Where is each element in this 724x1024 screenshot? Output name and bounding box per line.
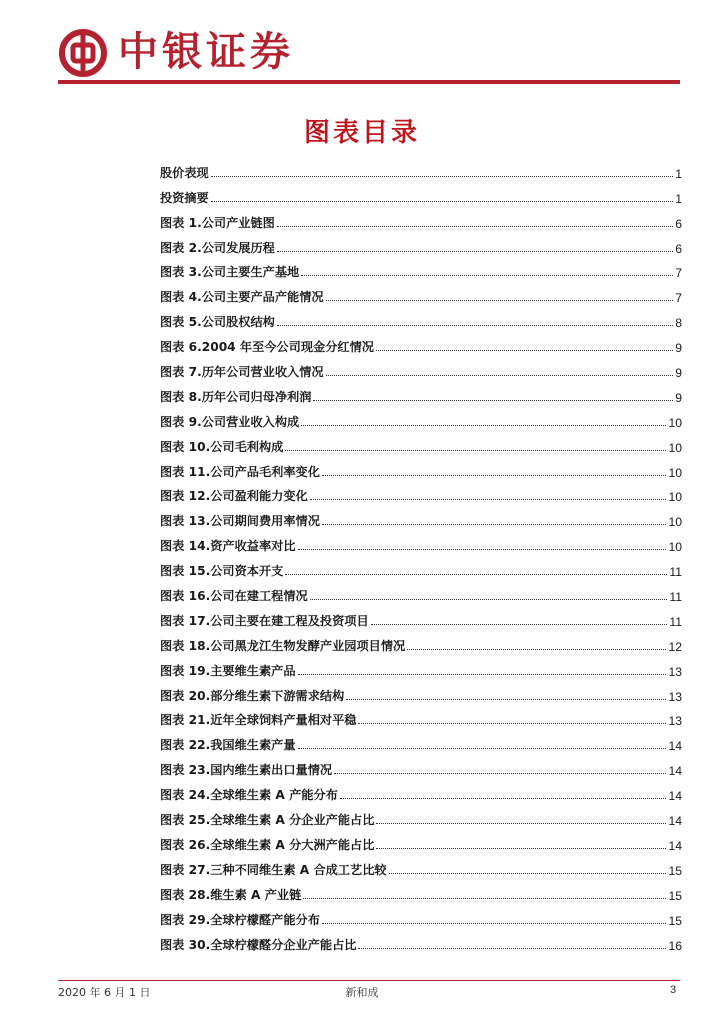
page-title: 图表目录: [303, 118, 420, 148]
toc-entry-page: 10: [668, 415, 682, 430]
toc-dot-leader: [303, 897, 666, 899]
header-divider: [58, 80, 680, 84]
toc-entry[interactable]: [160, 704, 682, 729]
toc-dot-leader: [285, 449, 666, 451]
toc-dot-leader: [277, 324, 673, 326]
toc-entry-page: 10: [668, 465, 682, 480]
toc-entry-page: 10: [668, 440, 682, 455]
toc-entry[interactable]: [160, 280, 682, 305]
toc-entry-label: 图表 11.公司产品毛利率变化: [160, 464, 320, 479]
footer-company: 新和成: [345, 986, 379, 999]
toc-entry-label: 图表 15.公司资本开支: [160, 564, 284, 579]
toc-entry-label: 图表 28.维生素 A 产业链: [160, 887, 302, 902]
toc-dot-leader: [301, 424, 666, 426]
toc-entry-page: 14: [668, 789, 682, 804]
toc-entry-label: 图表 9.公司营业收入构成: [160, 414, 300, 429]
toc-entry-label: 图表 14.资产收益率对比: [160, 539, 296, 554]
toc-entry-label: 图表 16.公司在建工程情况: [160, 589, 308, 604]
toc-entry-label: 图表 20.部分维生素下游需求结构: [160, 688, 345, 703]
toc-entry-label: 图表 13.公司期间费用率情况: [160, 514, 320, 529]
toc-entry-page: 14: [668, 838, 682, 853]
toc-dot-leader: [340, 797, 667, 799]
toc-dot-leader: [310, 598, 668, 600]
toc-entry-page: 8: [675, 316, 682, 331]
toc-dot-leader: [298, 548, 667, 550]
toc-dot-leader: [334, 772, 666, 774]
toc-entry-label: 图表 17.公司主要在建工程及投资项目: [160, 613, 369, 628]
toc-entry-page: 9: [675, 341, 682, 356]
toc-entry-label: 图表 26.全球维生素 A 分大洲产能占比: [160, 837, 375, 852]
toc-entry-label: 图表 21.近年全球饲料产量相对平稳: [160, 713, 357, 728]
toc-entry[interactable]: [160, 928, 682, 953]
toc-entry-page: 10: [668, 540, 682, 555]
toc-entry[interactable]: [160, 330, 682, 355]
toc-entry[interactable]: [160, 728, 682, 753]
toc-entry[interactable]: [160, 554, 682, 579]
toc-entry[interactable]: [160, 256, 682, 281]
brand-name: 中银证券: [118, 28, 294, 75]
toc-entry-label: 图表 2.公司发展历程: [160, 240, 275, 255]
toc-entry-label: 图表 3.公司主要生产基地: [160, 265, 300, 280]
toc-entry-page: 1: [675, 166, 682, 181]
toc-entry-label: 图表 19.主要维生素产品: [160, 663, 296, 678]
toc-entry-page: 6: [675, 241, 682, 256]
toc-entry-label: 图表 1.公司产业链图: [160, 215, 275, 230]
toc-entry[interactable]: [160, 529, 682, 554]
toc-dot-leader: [211, 175, 673, 177]
footer-date: 2020 年 6 月 1 日: [58, 986, 151, 999]
toc-entry[interactable]: [160, 156, 682, 181]
toc-entry-label: 图表 30.全球柠檬醛分企业产能占比: [160, 937, 357, 952]
toc-entry-page: 13: [668, 689, 682, 704]
toc-entry-page: 13: [668, 714, 682, 729]
toc-dot-leader: [322, 474, 667, 476]
toc-entry-page: 7: [675, 266, 682, 281]
toc-dot-leader: [277, 225, 673, 227]
toc-dot-leader: [298, 673, 667, 675]
toc-entry-label: 图表 10.公司毛利构成: [160, 439, 284, 454]
toc-entry-page: 1: [675, 191, 682, 206]
toc-dot-leader: [389, 872, 667, 874]
toc-entry-page: 11: [669, 565, 682, 580]
toc-dot-leader: [285, 573, 667, 575]
toc-entry[interactable]: [160, 380, 682, 405]
toc-entry-page: 10: [668, 515, 682, 530]
toc-dot-leader: [310, 498, 667, 500]
toc-dot-leader: [326, 374, 674, 376]
toc-dot-leader: [322, 922, 667, 924]
toc-dot-leader: [346, 698, 666, 700]
toc-entry-label: 图表 23.国内维生素出口量情况: [160, 763, 333, 778]
toc-entry[interactable]: [160, 455, 682, 480]
toc-entry-label: 图表 29.全球柠檬醛产能分布: [160, 912, 320, 927]
toc-entry-label: 股价表现: [160, 165, 209, 180]
toc-entry-label: 图表 27.三种不同维生素 A 合成工艺比较: [160, 862, 387, 877]
toc-entry-page: 12: [668, 639, 682, 654]
toc-entry[interactable]: [160, 654, 682, 679]
toc-entry[interactable]: [160, 878, 682, 903]
toc-entry[interactable]: [160, 305, 682, 330]
toc-entry[interactable]: [160, 778, 682, 803]
toc-dot-leader: [211, 200, 673, 202]
toc-dot-leader: [358, 947, 666, 949]
toc-entry-page: 13: [668, 664, 682, 679]
toc-dot-leader: [358, 722, 666, 724]
toc-entry-label: 图表 25.全球维生素 A 分企业产能占比: [160, 813, 375, 828]
toc-entry-page: 11: [669, 614, 682, 629]
toc-entry[interactable]: [160, 355, 682, 380]
toc-entry-page: 9: [675, 366, 682, 381]
toc-entry-label: 图表 8.历年公司归母净利润: [160, 389, 312, 404]
toc-entry[interactable]: [160, 629, 682, 654]
toc-entry[interactable]: [160, 181, 682, 206]
toc-entry[interactable]: [160, 828, 682, 853]
toc-entry-page: 7: [675, 291, 682, 306]
toc-entry-page: 15: [668, 888, 682, 903]
page-header: [0, 0, 724, 90]
toc-entry-page: 14: [668, 764, 682, 779]
toc-entry-page: 9: [675, 390, 682, 405]
toc-dot-leader: [277, 250, 673, 252]
table-of-figures: [160, 156, 682, 953]
footer-divider: [58, 980, 680, 981]
toc-entry[interactable]: [160, 803, 682, 828]
toc-entry-label: 图表 7.历年公司营业收入情况: [160, 365, 324, 380]
toc-entry[interactable]: [160, 903, 682, 928]
bank-of-china-logo-icon: [58, 28, 108, 78]
toc-entry-page: 6: [675, 216, 682, 231]
toc-entry-page: 14: [668, 814, 682, 829]
toc-entry[interactable]: [160, 604, 682, 629]
toc-entry-label: 图表 24.全球维生素 A 产能分布: [160, 788, 338, 803]
toc-dot-leader: [298, 747, 667, 749]
toc-dot-leader: [376, 822, 666, 824]
toc-dot-leader: [371, 623, 668, 625]
toc-entry-page: 11: [669, 590, 682, 605]
toc-entry[interactable]: [160, 231, 682, 256]
toc-entry-label: 图表 4.公司主要产品产能情况: [160, 290, 324, 305]
toc-dot-leader: [301, 274, 673, 276]
toc-dot-leader: [407, 648, 666, 650]
toc-entry[interactable]: [160, 480, 682, 505]
toc-entry-page: 16: [668, 938, 682, 953]
toc-entry-page: 14: [668, 739, 682, 754]
toc-entry-page: 10: [668, 490, 682, 505]
toc-entry-label: 图表 12.公司盈利能力变化: [160, 489, 308, 504]
toc-entry-page: 15: [668, 913, 682, 928]
toc-entry-label: 图表 18.公司黑龙江生物发酵产业园项目情况: [160, 638, 406, 653]
toc-entry[interactable]: [160, 430, 682, 455]
toc-dot-leader: [313, 399, 673, 401]
toc-entry[interactable]: [160, 206, 682, 231]
toc-dot-leader: [322, 523, 667, 525]
toc-entry-label: 图表 6.2004 年至今公司现金分红情况: [160, 340, 374, 355]
toc-entry[interactable]: [160, 853, 682, 878]
toc-entry-label: 投资摘要: [160, 190, 209, 205]
toc-entry[interactable]: [160, 579, 682, 604]
toc-dot-leader: [376, 349, 673, 351]
toc-entry-label: 图表 5.公司股权结构: [160, 315, 275, 330]
toc-entry[interactable]: [160, 405, 682, 430]
toc-entry-label: 图表 22.我国维生素产量: [160, 738, 296, 753]
toc-entry-page: 15: [668, 863, 682, 878]
footer-page-number: 3: [670, 984, 677, 996]
toc-dot-leader: [376, 847, 666, 849]
toc-entry[interactable]: [160, 753, 682, 778]
toc-entry[interactable]: [160, 679, 682, 704]
toc-entry[interactable]: [160, 504, 682, 529]
toc-dot-leader: [326, 299, 674, 301]
